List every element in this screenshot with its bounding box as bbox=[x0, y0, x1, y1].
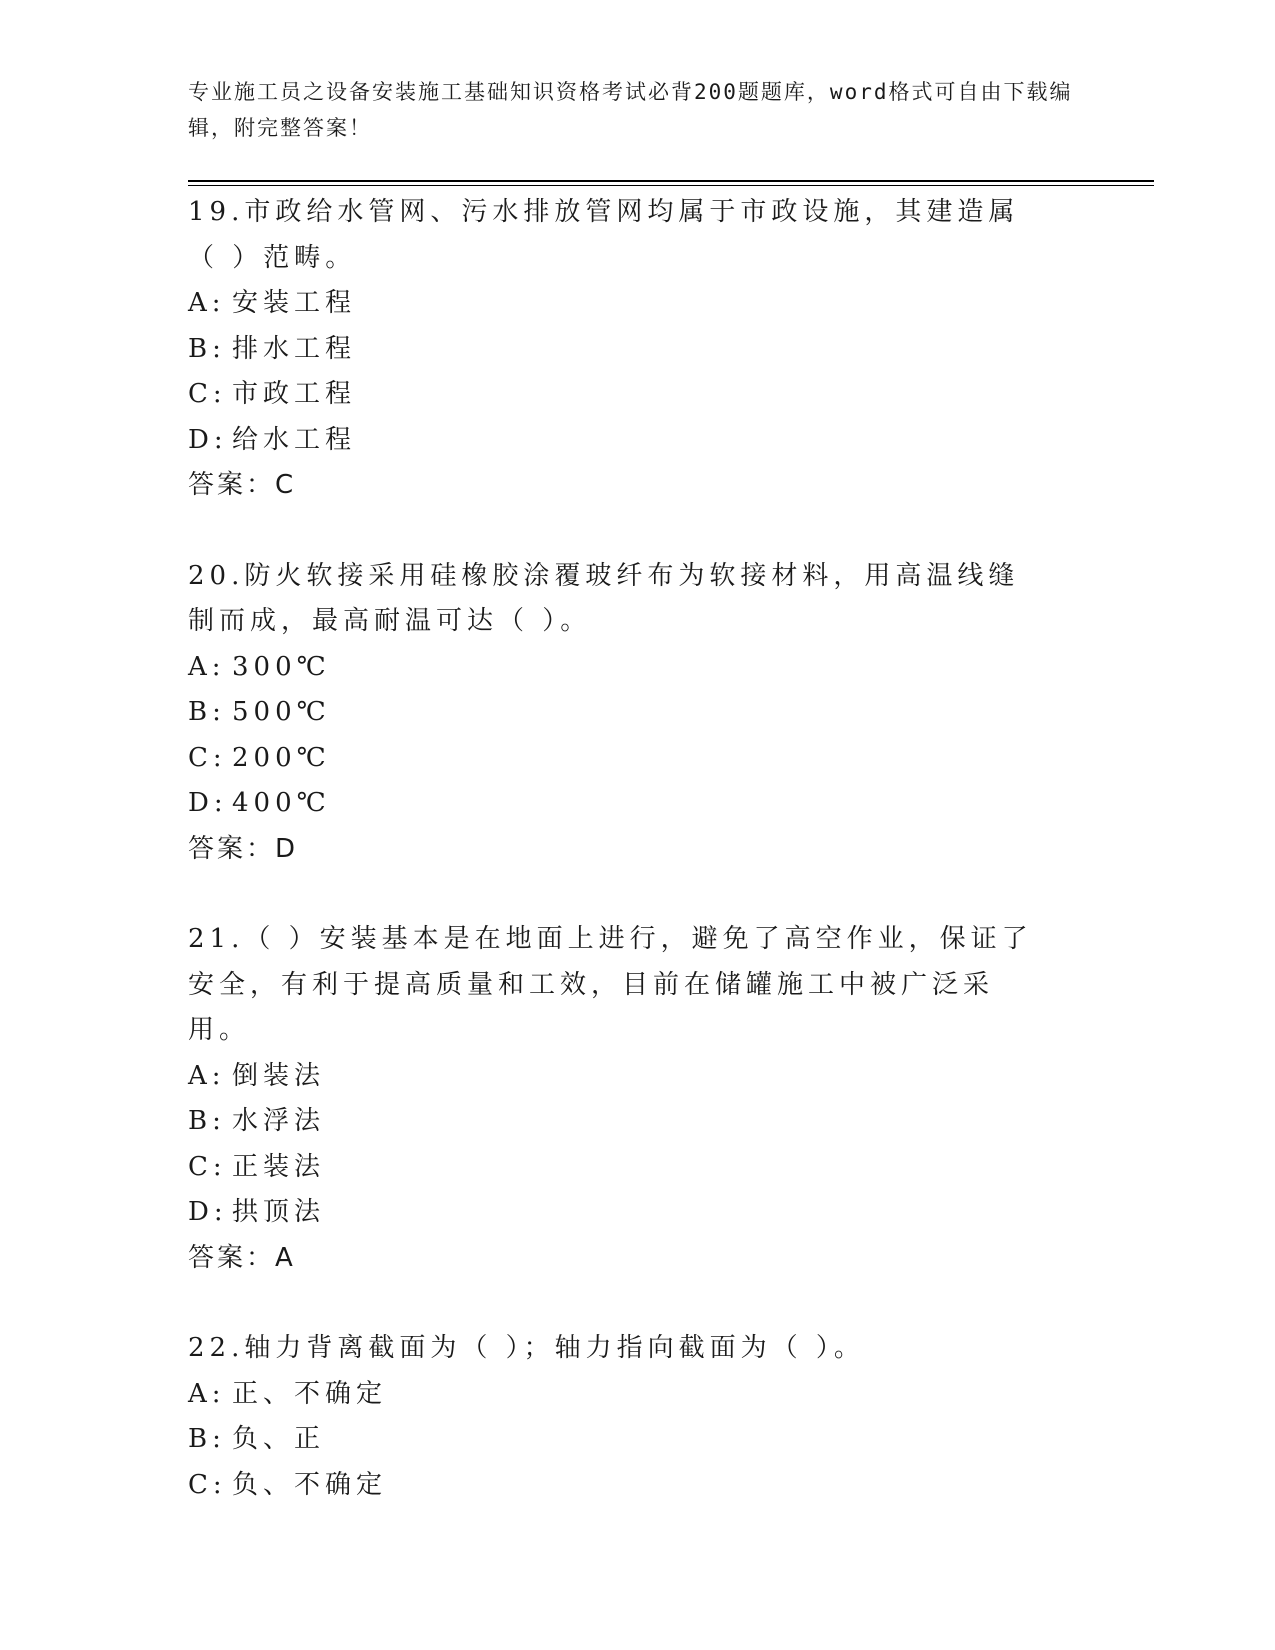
question-list bbox=[188, 190, 1088, 1508]
option-label: D: bbox=[188, 424, 228, 455]
option-a bbox=[188, 1372, 1088, 1418]
option-text: 倒装法 bbox=[232, 1060, 326, 1091]
option-text: 200℃ bbox=[232, 742, 331, 773]
option-label: B: bbox=[188, 1424, 226, 1454]
question-19 bbox=[188, 190, 1088, 509]
option-text: 负、正 bbox=[232, 1424, 326, 1454]
option-d bbox=[188, 781, 1088, 827]
question-stem: 22.轴力背离截面为（ ）；轴力指向截面为（ ）。 bbox=[188, 1333, 865, 1363]
option-text: 正装法 bbox=[232, 1151, 326, 1182]
question-stem: 21.（ ）安装基本是在地面上进行，避免了高空作业，保证了安全，有利于提高质量和工效，目前在储罐施工中被广泛采用。 bbox=[188, 924, 1033, 1045]
option-label: A: bbox=[188, 1060, 226, 1091]
option-d bbox=[188, 418, 1088, 464]
option-text: 400℃ bbox=[232, 788, 331, 818]
option-label: C: bbox=[188, 1469, 227, 1500]
option-label: A: bbox=[188, 651, 226, 682]
option-text: 水浮法 bbox=[232, 1106, 326, 1136]
option-label: B: bbox=[188, 333, 226, 364]
option-label: C: bbox=[188, 379, 227, 409]
question-stem: 20.防火软接采用硅橡胶涂覆玻纤布为软接材料，用高温线缝制而成，最高耐温可达（ ）。 bbox=[188, 560, 1020, 636]
option-text: 安装工程 bbox=[232, 288, 357, 318]
answer-line: 答案：A bbox=[188, 1242, 296, 1273]
question-22 bbox=[188, 1326, 1088, 1508]
option-a bbox=[188, 281, 1088, 327]
option-b bbox=[188, 690, 1088, 736]
option-label: B: bbox=[188, 697, 226, 727]
option-text: 拱顶法 bbox=[232, 1197, 326, 1227]
option-text: 市政工程 bbox=[232, 379, 357, 409]
question-20 bbox=[188, 554, 1088, 873]
question-stem: 19.市政给水管网、污水排放管网均属于市政设施，其建造属（ ）范畴。 bbox=[188, 197, 1020, 273]
option-b bbox=[188, 1417, 1088, 1463]
option-label: C: bbox=[188, 742, 227, 773]
option-b bbox=[188, 327, 1088, 373]
option-text: 负、不确定 bbox=[232, 1469, 388, 1500]
option-a bbox=[188, 1054, 1088, 1100]
option-text: 给水工程 bbox=[232, 424, 357, 455]
option-label: D: bbox=[188, 788, 228, 818]
option-text: 正、不确定 bbox=[232, 1378, 388, 1409]
option-text: 排水工程 bbox=[232, 333, 357, 364]
option-label: A: bbox=[188, 288, 226, 318]
option-c bbox=[188, 1145, 1088, 1191]
option-label: A: bbox=[188, 1378, 226, 1409]
option-label: C: bbox=[188, 1151, 227, 1182]
option-text: 300℃ bbox=[232, 651, 331, 682]
option-label: B: bbox=[188, 1106, 226, 1136]
header-divider-thin bbox=[188, 185, 1154, 186]
option-a bbox=[188, 645, 1088, 691]
option-b bbox=[188, 1099, 1088, 1145]
header-divider-thick bbox=[188, 180, 1154, 182]
option-c bbox=[188, 372, 1088, 418]
document-header: 专业施工员之设备安装施工基础知识资格考试必背200题题库，word格式可自由下载编辑，附完整答案！ bbox=[188, 80, 1073, 140]
answer-line: 答案：C bbox=[188, 470, 297, 500]
question-21 bbox=[188, 917, 1088, 1281]
answer-line: 答案：D bbox=[188, 833, 299, 864]
option-d bbox=[188, 1190, 1088, 1236]
option-text: 500℃ bbox=[232, 697, 331, 727]
option-c bbox=[188, 1463, 1088, 1509]
option-label: D: bbox=[188, 1197, 228, 1227]
option-c bbox=[188, 736, 1088, 782]
